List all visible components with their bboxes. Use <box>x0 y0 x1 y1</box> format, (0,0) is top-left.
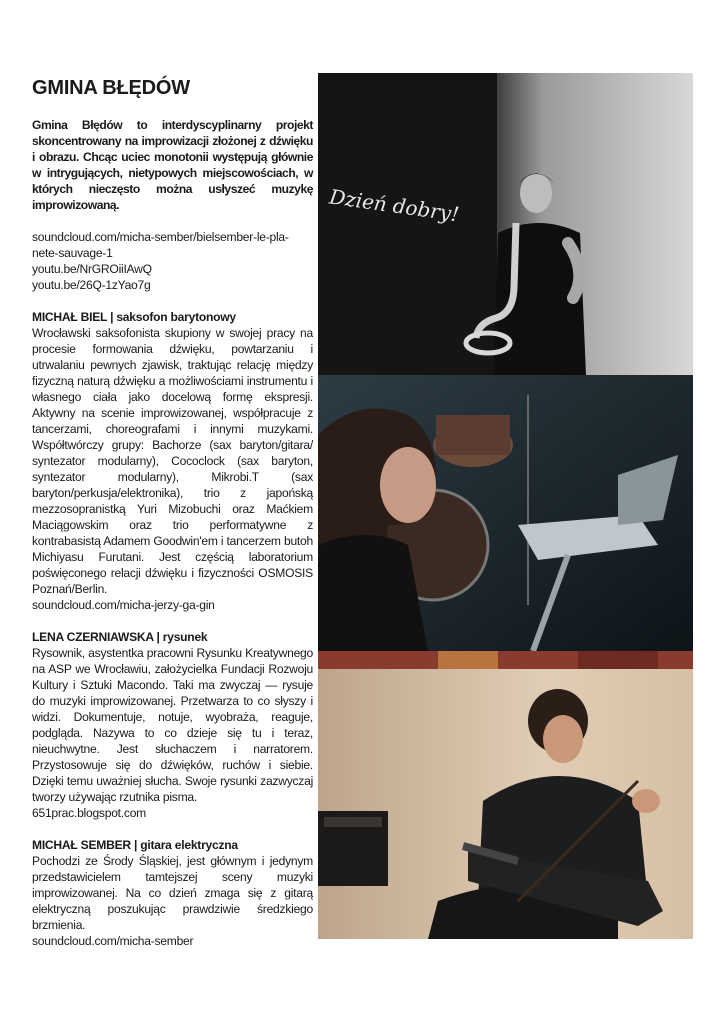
bio-body: Pochodzi ze Środy Śląskiej, jest głównym i jedynym przedstawicielem tamtejszej sceny muzyki improwizowanej. Na co dzień zmaga się z gitarą elektryczną poszukując prawdziwie średzkiego brzmienia. <box>32 854 313 932</box>
bio-michal-biel <box>32 309 313 613</box>
photo-drawing-artist <box>318 375 693 651</box>
bio-heading: MICHAŁ SEMBER | gitara elektryczna <box>32 838 238 852</box>
intro-paragraph: Gmina Błędów to interdyscyplinarny projekt skoncentrowany na improwizacji złożonej z dźwięku i obrazu. Chcąc uciec monotonii występują głównie w intrygujących, nietypowych miejscowościach, w których nieczęsto można usłyszeć muzykę improwizowaną. <box>32 118 313 212</box>
link-soundcloud-line2[interactable]: nete-sauvage-1 <box>32 246 113 260</box>
bio-link[interactable]: soundcloud.com/micha-jerzy-ga-gin <box>32 598 215 612</box>
bio-link[interactable]: 651prac.blogspot.com <box>32 806 146 820</box>
bio-body: Rysownik, asystentka pracowni Rysunku Kreatywnego na ASP we Wrocławiu, założycielka Fundacji Rozwoju Kultury i Sztuki Macondo. Taki ma zwyczaj — rysuje do muzyki improwizowanej. Przetwarza to co słyszy i widzi. Dokumentuje, notuje, wyobraża, reaguje, podgląda. Nazywa to co dzieje się tu i teraz, nieuchwytne. Jest słuchaczem i narratorem. Przystosowuje się do dźwięków, ruchów i siebie. Dzięki temu uważniej słucha. Swoje rysunki zazwyczaj tworzy używając rzutnika pisma. <box>32 646 313 804</box>
photo-guitarist <box>318 651 693 939</box>
chalk-handwriting: Dzień dobry! <box>327 184 461 227</box>
bio-body: Wrocławski saksofonista skupiony w swojej pracy na procesie formowania dźwięku, powtarzaniu i utrwalaniu pewnych zjawisk, traktując relację między fizyczną naturą dźwięku a możliwościami instrumentu i własnego ciała jako docelową formę ekspresji. Aktywny na scenie improwizowanej, współpracuje z tancerzami, choreografami i innymi muzykami. Współtwórczy grupy: Bachorze (sax baryton/gitara/ syntezator modularny), Cococlock (sax baryton, syntezator modularny), Mikrobi.T (sax baryton/perkusja/elektronika), trio z japońską mezzosopranistką Yuri Mizobuchi oraz Maćkiem Maciągowskim oraz trio performatywne z kontrabasistą Adamem Goodwin'em i tancerzem butoh Michiyasu Furutani. Jest częścią laboratorium poświęconego relacji dźwięku i fizyczności OSMOSIS Poznań/Berlin. <box>32 326 313 596</box>
bio-link[interactable]: soundcloud.com/micha-sember <box>32 934 194 948</box>
bio-heading: LENA CZERNIAWSKA | rysunek <box>32 630 208 644</box>
link-soundcloud-line1[interactable]: soundcloud.com/micha-sember/bielsember-le-pla- <box>32 230 289 244</box>
link-youtube-1[interactable]: youtu.be/NrGROiiIAwQ <box>32 262 152 276</box>
article-text-column <box>32 76 313 949</box>
photo-saxophonist <box>318 73 693 375</box>
links-block <box>32 229 313 293</box>
bio-lena-czerniawska <box>32 629 313 821</box>
bio-michal-sember <box>32 837 313 949</box>
bio-heading: MICHAŁ BIEL | saksofon barytonowy <box>32 310 236 324</box>
page-title: GMINA BŁĘDÓW <box>32 77 190 99</box>
link-youtube-2[interactable]: youtu.be/26Q-1zYao7g <box>32 278 151 292</box>
